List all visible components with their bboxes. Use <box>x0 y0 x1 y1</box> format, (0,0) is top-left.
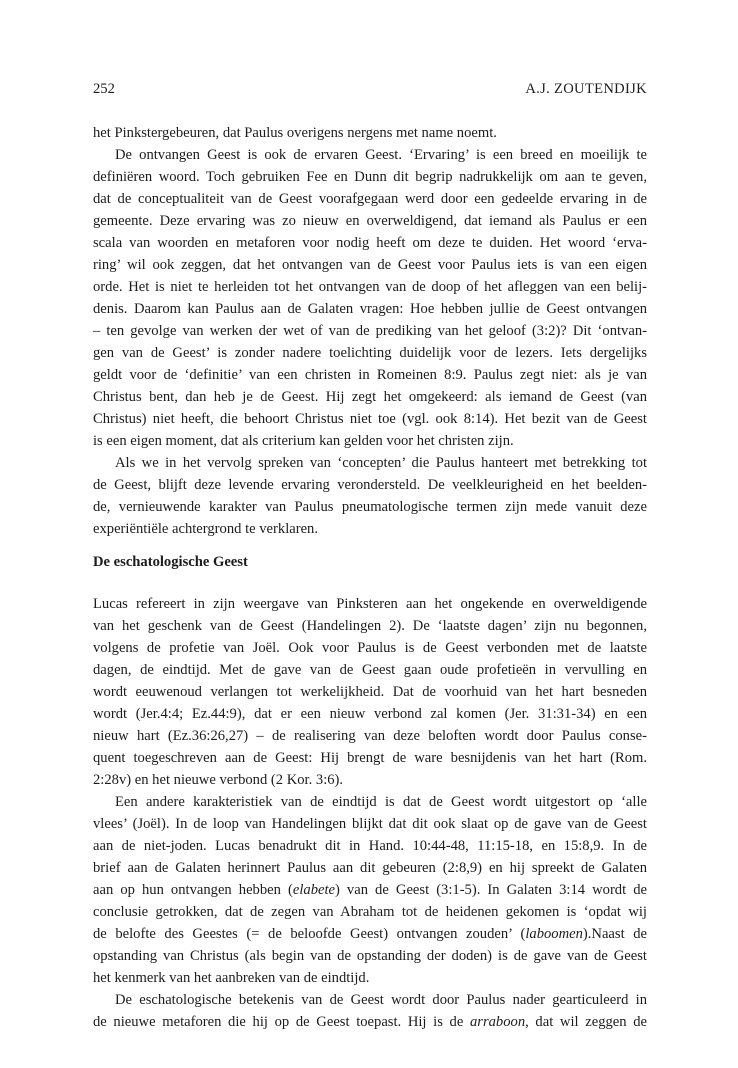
text-line: geldt voor de ‘definitie’ van een christen in Romeinen 8:9. Paulus zegt niet: als je van <box>93 367 647 383</box>
text-run: aan op hun ontvangen hebben ( <box>93 882 293 898</box>
text-line: gemeente. Deze ervaring was zo nieuw en overweldigend, dat iemand als Paulus er een <box>93 213 647 229</box>
text-line: Lucas refereert in zijn weergave van Pinksteren aan het ongekende en overweldigende <box>93 596 647 612</box>
text-line: dat de conceptualiteit van de Geest voorafgegaan werd door een gedeelde ervaring in de <box>93 191 647 207</box>
text-line: ring’ wil ook zeggen, dat het ontvangen van de Geest voor Paulus iets is van een eigen <box>93 257 647 273</box>
text-line: De eschatologische betekenis van de Geest wordt door Paulus nader gearticuleerd in <box>115 992 647 1008</box>
text-line: van het geschenk van de Geest (Handelingen 2). De ‘laatste dagen’ zijn nu begonnen, <box>93 618 647 634</box>
text-line: aan de niet-joden. Lucas benadrukt dit in Hand. 10:44-48, 11:15-18, en 15:8,9. In de <box>93 838 647 854</box>
text-line: conclusie getrokken, dat de zegen van Abraham tot de heidenen gekomen is ‘opdat wij <box>93 904 647 920</box>
italic-term: laboomen <box>525 926 583 942</box>
text-run: , dat wil zeggen de <box>525 1014 647 1030</box>
text-line: wordt eeuwenoud verlangen tot werkelijkheid. Dat de voorhuid van het hart besneden <box>93 684 647 700</box>
text-line: Een andere karakteristiek van de eindtijd is dat de Geest wordt uitgestort op ‘alle <box>115 794 647 810</box>
text-line: de Geest, blijft deze levende ervaring verondersteld. De veelkleurigheid en het beelden- <box>93 477 647 493</box>
page-number: 252 <box>93 81 115 97</box>
text-line: wordt (Jer.4:4; Ez.44:9), dat er een nieuw verbond zal komen (Jer. 31:31-34) en een <box>93 706 647 722</box>
italic-term: arraboon <box>469 1014 526 1030</box>
text-line: het Pinkstergebeuren, dat Paulus overigens nergens met name noemt. <box>93 125 497 141</box>
text-line: De ontvangen Geest is ook de ervaren Geest. ‘Ervaring’ is een breed en moeilijk te <box>115 147 647 163</box>
text-line: definiëren woord. Toch gebruiken Fee en Dunn dit begrip nadrukkelijk om aan te geven, <box>93 169 647 185</box>
text-run: ) van de Geest (3:1-5). In Galaten 3:14 wordt de <box>335 882 647 898</box>
text-run: de nieuwe metaforen die hij op de Geest toepast. Hij is de <box>93 1014 470 1030</box>
text-line: opstanding van Christus (als begin van de opstanding der doden) is de gave van de Geest <box>93 948 647 964</box>
text-line: het kenmerk van het aanbreken van de eindtijd. <box>93 970 370 986</box>
text-line: – ten gevolge van werken der wet of van de prediking van het geloof (3:2)? Dit ‘ontvan- <box>93 323 647 339</box>
text-line: orde. Het is niet te herleiden tot het ontvangen van de doop of het afleggen van een belij- <box>93 279 647 295</box>
text-line: denis. Daarom kan Paulus aan de Galaten vragen: Hoe hebben jullie de Geest ontvangen <box>93 301 647 317</box>
text-line: Christus) niet heeft, die behoort Christus niet toe (vgl. ook 8:14). Het bezit van de Geest <box>93 411 647 427</box>
italic-term: elabete <box>292 882 335 898</box>
text-line: de, vernieuwende karakter van Paulus pneumatologische termen zijn mede vanuit deze <box>93 499 647 515</box>
text-line: nieuw hart (Ez.36:26,27) – de realisering van deze beloften wordt door Paulus conse- <box>93 728 647 744</box>
text-line: dagen, de eindtijd. Met de gave van de Geest gaan oude profetieën in vervulling en <box>93 662 647 678</box>
text-line: is een eigen moment, dat als criterium kan gelden voor het christen zijn. <box>93 433 514 449</box>
text-line: quent toegeschreven aan de Geest: Hij brengt de ware besnijdenis van het hart (Rom. <box>93 750 647 766</box>
running-head <box>93 79 647 99</box>
text-line <box>93 1011 647 1033</box>
text-line: gen van de Geest’ is zonder nadere toelichting duidelijk voor de lezers. Iets dergelijks <box>93 345 647 361</box>
author-name: A.J. ZOUTENDIJK <box>525 81 647 97</box>
section-heading: De eschatologische Geest <box>93 554 248 570</box>
text-line: vlees’ (Joël). In de loop van Handelingen blijkt dat dit ook slaat op de gave van de Geest <box>93 816 647 832</box>
text-line <box>93 923 647 945</box>
text-line: volgens de profetie van Joël. Ook voor Paulus is de Geest verbonden met de laatste <box>93 640 647 656</box>
text-line: experiëntiële achtergrond te verklaren. <box>93 521 319 537</box>
text-line: 2:28v) en het nieuwe verbond (2 Kor. 3:6). <box>93 772 344 788</box>
text-run: ).Naast de <box>582 926 647 942</box>
text-line <box>93 879 647 901</box>
text-run: de belofte des Geestes (= de beloofde Geest) ontvangen zouden’ ( <box>93 926 526 942</box>
text-line: Als we in het vervolg spreken van ‘concepten’ die Paulus hanteert met betrekking tot <box>115 455 647 471</box>
text-line: brief aan de Galaten herinnert Paulus aan dit gebeuren (2:8,9) en hij spreekt de Galaten <box>93 860 647 876</box>
text-line: Christus bent, dan heb je de Geest. Hij zegt het omgekeerd: als iemand de Geest (van <box>93 389 647 405</box>
text-line: scala van woorden en metaforen voor nodig heeft om deze te duiden. Het woord ‘erva- <box>93 235 647 251</box>
